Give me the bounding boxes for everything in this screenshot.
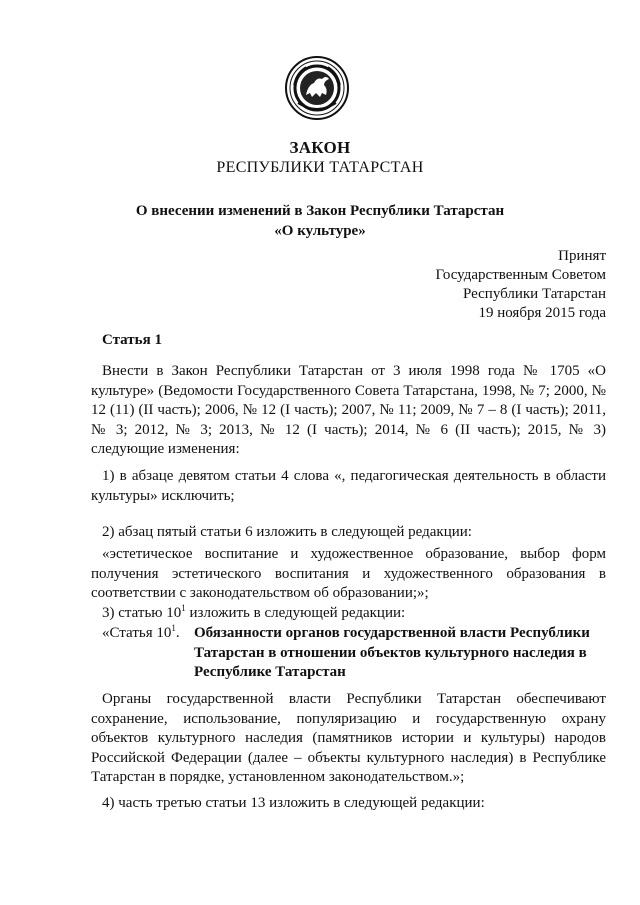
law-subtitle: РЕСПУБЛИКИ ТАТАРСТАН	[216, 159, 424, 176]
article-10-1-heading	[102, 624, 612, 683]
item-3-sup: 1	[181, 603, 186, 613]
adoption-block	[436, 247, 607, 323]
document-title-line2: «О культуре»	[274, 223, 366, 239]
adopted-date: 19 ноября 2015 года	[478, 305, 606, 321]
item-3-pre: 3) статью 10	[102, 605, 182, 621]
item-2-paragraph: 2) абзац пятый статьи 6 изложить в следующей редакции:	[102, 524, 472, 540]
item-4-paragraph: 4) часть третью статьи 13 изложить в следующей редакции:	[102, 795, 485, 811]
adopted-line2: Государственным Советом	[435, 267, 606, 283]
article-label-dot: .	[175, 625, 180, 641]
document-title-line1: О внесении изменений в Закон Республики Татарстан	[135, 203, 505, 219]
article-10-1-body: Органы государственной власти Республики Татарстан обеспечивают сохранение, использование, популяризацию и государственную охрану объектов культурного наследия (памятников истории и культуры) народов Российской Федерации (далее – объекты культурного наследия) в Республике Татарстан в порядке, установленном законодательством.»;	[91, 691, 606, 785]
intro-paragraph: Внести в Закон Республики Татарстан от 3 июля 1998 года № 1705 «О культуре» (Ведомости Государственного Совета Татарстана, 1998, № 7; 2000, № 12 (11) (II часть); 2006, № 12 (I часть); 2007, № 11; 2009, № 7 – 8 (I часть); 2011, № 3; 2012, № 3; 2013, № 12 (I часть); 2014, № 6 (II часть); 2015, № 3) следующие изменения:	[91, 363, 606, 457]
article-heading: Статья 1	[102, 332, 162, 348]
document-title	[0, 201, 640, 241]
adopted-line3: Республики Татарстан	[462, 286, 606, 302]
item-3-post: изложить в следующей редакции:	[185, 605, 406, 621]
article-10-1-title: Обязанности органов государственной власти Республики Татарстан в отношении объектов культурного наследия в Республике Татарстан	[194, 625, 590, 680]
item-2-quote: «эстетическое воспитание и художественное образование, выбор форм получения эстетического воспитания и художественного образования в соответствии с законодательством об образовании;»;	[91, 546, 606, 601]
adopted-line1: Принят	[558, 248, 606, 264]
law-title: ЗАКОН	[289, 138, 351, 157]
article-10-1-label	[102, 624, 194, 644]
item-3-paragraph	[91, 604, 606, 624]
item-1-paragraph: 1) в абзаце девятом статьи 4 слова «, педагогическая деятельность в области культуры» исключить;	[91, 468, 606, 504]
coat-of-arms-icon	[284, 55, 350, 121]
article-label-text: «Статья 10	[102, 625, 172, 641]
article-label-sup: 1	[171, 623, 176, 633]
